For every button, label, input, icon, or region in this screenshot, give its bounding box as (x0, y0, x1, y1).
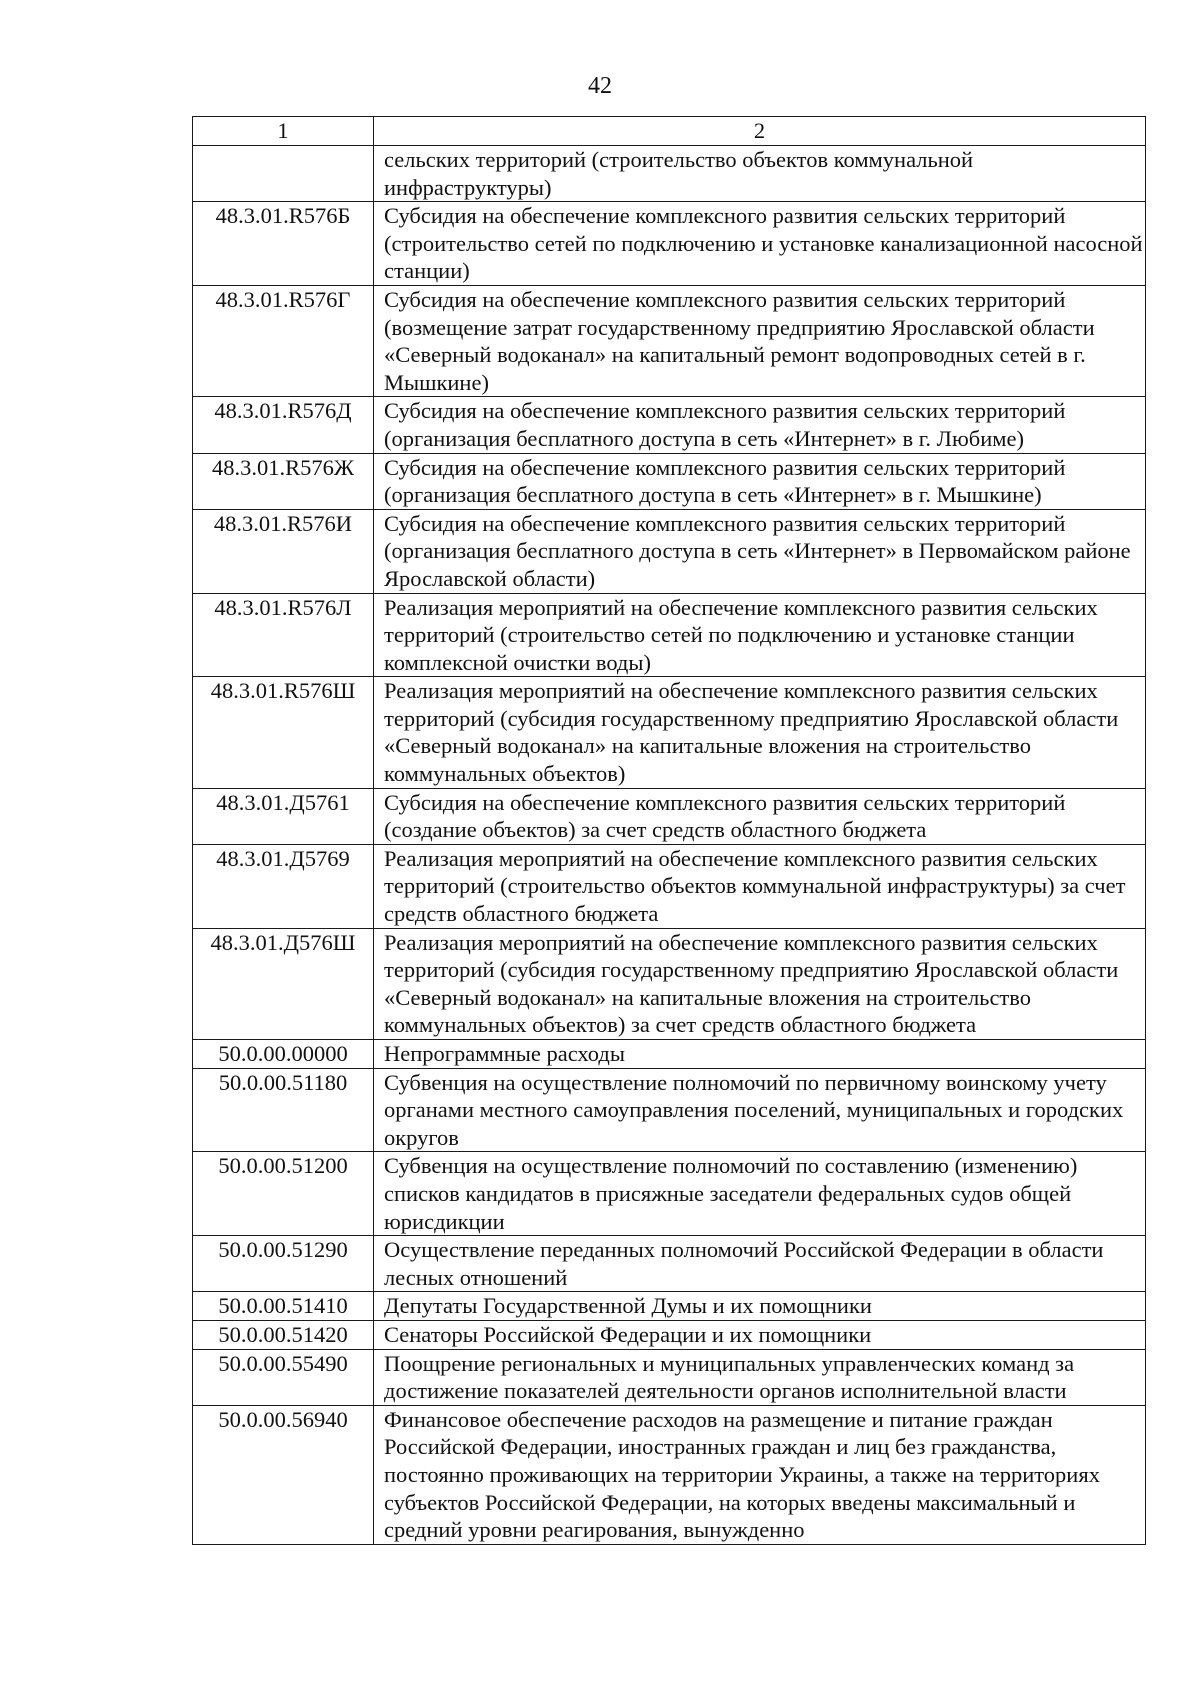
row-code-cell: 50.0.00.56940 (193, 1405, 374, 1544)
row-code-cell: 48.3.01.R576И (193, 509, 374, 593)
table-row (193, 1292, 1146, 1321)
table-body (193, 146, 1146, 1545)
table-row (193, 397, 1146, 453)
row-name-cell: Финансовое обеспечение расходов на размещение и питание граждан Российской Федерации, иностранных граждан и лиц без гражданства, постоянно проживающих на территории Украины, а также на территориях субъектов Российской Федерации, на которых введены максимальный и средний уровни реагирования, вынужденно (374, 1405, 1146, 1544)
page-number: 42 (588, 73, 612, 99)
table-row (193, 677, 1146, 788)
row-code-cell: 48.3.01.Д576Ш (193, 928, 374, 1039)
row-code-cell: 48.3.01.R576Б (193, 202, 374, 286)
row-name-cell: Осуществление переданных полномочий Российской Федерации в области лесных отношений (374, 1236, 1146, 1292)
row-name-cell: Субсидия на обеспечение комплексного развития сельских территорий (организация бесплатного доступа в сеть «Интернет» в Первомайском районе Ярославской области) (374, 509, 1146, 593)
row-code-cell: 48.3.01.R576Д (193, 397, 374, 453)
row-name-cell: Реализация мероприятий на обеспечение комплексного развития сельских территорий (субсидия государственному предприятию Ярославской области «Северный водоканал» на капитальные вложения на строительство коммунальных объектов) (374, 677, 1146, 788)
row-name-cell: Поощрение региональных и муниципальных управленческих команд за достижение показателей деятельности органов исполнительной власти (374, 1349, 1146, 1405)
row-code-cell: 50.0.00.51180 (193, 1068, 374, 1152)
table-row (193, 928, 1146, 1039)
table-row (193, 1236, 1146, 1292)
row-name-cell: Субсидия на обеспечение комплексного развития сельских территорий (организация бесплатного доступа в сеть «Интернет» в г. Мышкине) (374, 453, 1146, 509)
table-row (193, 202, 1146, 286)
row-name-cell: Непрограммные расходы (374, 1040, 1146, 1069)
row-code-cell: 48.3.01.R576Г (193, 285, 374, 396)
row-code-cell: 50.0.00.51410 (193, 1292, 374, 1321)
table-row (193, 844, 1146, 928)
row-code-cell: 48.3.01.Д5769 (193, 844, 374, 928)
row-name-cell: Сенаторы Российской Федерации и их помощники (374, 1320, 1146, 1349)
row-code-cell: 48.3.01.R576Л (193, 593, 374, 677)
column-header-code: 1 (193, 117, 374, 146)
row-name-cell: Субсидия на обеспечение комплексного развития сельских территорий (возмещение затрат государственному предприятию Ярославской области «Северный водоканал» на капитальный ремонт водопроводных сетей в г. Мышкине) (374, 285, 1146, 396)
table-row (193, 285, 1146, 396)
row-code-cell: 48.3.01.R576Ш (193, 677, 374, 788)
row-name-cell: Депутаты Государственной Думы и их помощники (374, 1292, 1146, 1321)
row-code-cell: 50.0.00.55490 (193, 1349, 374, 1405)
table-row (193, 1320, 1146, 1349)
table-row (193, 509, 1146, 593)
table-row (193, 1405, 1146, 1544)
row-name-cell: Субвенция на осуществление полномочий по составлению (изменению) списков кандидатов в присяжные заседатели федеральных судов общей юрисдикции (374, 1152, 1146, 1236)
table-row (193, 146, 1146, 202)
table-row (193, 1349, 1146, 1405)
table-row (193, 1152, 1146, 1236)
row-name-cell: Реализация мероприятий на обеспечение комплексного развития сельских территорий (строительство объектов коммунальной инфраструктуры) за счет средств областного бюджета (374, 844, 1146, 928)
row-name-cell: Субвенция на осуществление полномочий по первичному воинскому учету органами местного самоуправления поселений, муниципальных и городских округов (374, 1068, 1146, 1152)
table-row (193, 1068, 1146, 1152)
row-name-cell: Реализация мероприятий на обеспечение комплексного развития сельских территорий (строительство сетей по подключению и установке станции комплексной очистки воды) (374, 593, 1146, 677)
column-header-name: 2 (374, 117, 1146, 146)
table-row (193, 593, 1146, 677)
row-code-cell: 48.3.01.R576Ж (193, 453, 374, 509)
row-name-cell: Субсидия на обеспечение комплексного развития сельских территорий (организация бесплатного доступа в сеть «Интернет» в г. Любиме) (374, 397, 1146, 453)
table-row (193, 1040, 1146, 1069)
row-name-cell: Субсидия на обеспечение комплексного развития сельских территорий (строительство сетей по подключению и установке канализационной насосной станции) (374, 202, 1146, 286)
budget-classification-table (192, 116, 1146, 1545)
row-code-cell: 50.0.00.00000 (193, 1040, 374, 1069)
row-code-cell (193, 146, 374, 202)
row-name-cell: Субсидия на обеспечение комплексного развития сельских территорий (создание объектов) за счет средств областного бюджета (374, 788, 1146, 844)
table-header-row (193, 117, 1146, 146)
row-code-cell: 50.0.00.51420 (193, 1320, 374, 1349)
row-name-cell: Реализация мероприятий на обеспечение комплексного развития сельских территорий (субсидия государственному предприятию Ярославской области «Северный водоканал» на капитальные вложения на строительство коммунальных объектов) за счет средств областного бюджета (374, 928, 1146, 1039)
table-row (193, 453, 1146, 509)
row-name-cell: сельских территорий (строительство объектов коммунальной инфраструктуры) (374, 146, 1146, 202)
row-code-cell: 50.0.00.51200 (193, 1152, 374, 1236)
row-code-cell: 50.0.00.51290 (193, 1236, 374, 1292)
table-row (193, 788, 1146, 844)
row-code-cell: 48.3.01.Д5761 (193, 788, 374, 844)
